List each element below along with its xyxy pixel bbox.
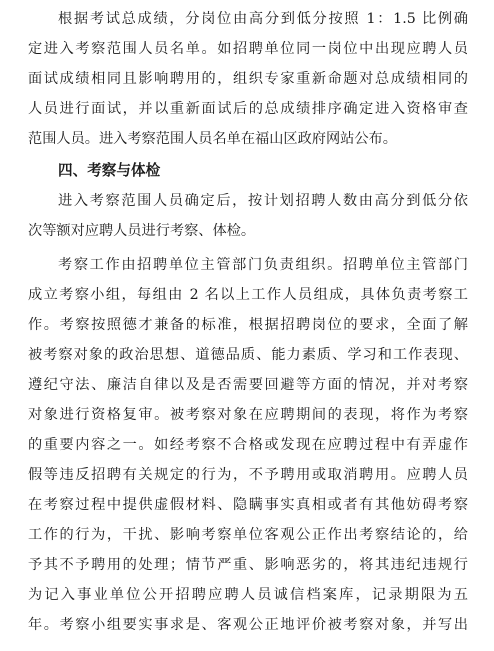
paragraph-3-line-13: 年。考察小组要实事求是、客观公正地评价被考察对象，并写出	[28, 617, 468, 633]
paragraph-3-line-9: 在考察过程中提供虚假材料、隐瞒事实真相或者有其他妨碍考察	[28, 497, 468, 513]
paragraph-3-line-2: 成立考察小组，每组由 2 名以上工作人员组成，具体负责考察工	[28, 287, 468, 303]
paragraph-1-line-3: 面试成绩相同且影响聘用的，组织专家重新命题对总成绩相同的	[28, 71, 468, 87]
section-heading: 四、考察与体检	[58, 162, 161, 179]
paragraph-3-line-8: 假等违反招聘有关规定的行为，不予聘用或取消聘用。应聘人员	[28, 467, 468, 483]
paragraph-3-line-4: 被考察对象的政治思想、道德品质、能力素质、学习和工作表现、	[28, 347, 468, 363]
paragraph-3-line-6: 对象进行资格复审。被考察对象在应聘期间的表现，将作为考察	[28, 407, 468, 423]
paragraph-1-line-4: 人员进行面试，并以重新面试后的总成绩排序确定进入资格审查	[28, 101, 468, 117]
paragraph-3-line-12: 为记入事业单位公开招聘应聘人员诚信档案库，记录期限为五	[28, 587, 468, 603]
paragraph-3-line-5: 遵纪守法、廉洁自律以及是否需要回避等方面的情况，并对考察	[28, 377, 468, 393]
paragraph-1-line-1: 根据考试总成绩，分岗位由高分到低分按照 1：1.5 比例确	[58, 11, 468, 27]
paragraph-3-line-3: 作。考察按照德才兼备的标准，根据招聘岗位的要求，全面了解	[28, 317, 468, 333]
paragraph-3-line-10: 工作的行为，干扰、影响考察单位客观公正作出考察结论的，给	[28, 527, 468, 543]
paragraph-1-line-5: 范围人员。进入考察范围人员名单在福山区政府网站公布。	[28, 131, 397, 147]
paragraph-3-line-1: 考察工作由招聘单位主管部门负责组织。招聘单位主管部门	[58, 257, 468, 273]
paragraph-3-line-7: 的重要内容之一。如经考察不合格或发现在应聘过程中有弄虚作	[28, 437, 468, 453]
paragraph-2-line-2: 次等额对应聘人员进行考察、体检。	[28, 223, 256, 239]
paragraph-1-line-2: 定进入考察范围人员名单。如招聘单位同一岗位中出现应聘人员	[28, 41, 468, 57]
paragraph-3-line-11: 予其不予聘用的处理；情节严重、影响恶劣的，将其违纪违规行	[28, 557, 468, 573]
paragraph-2-line-1: 进入考察范围人员确定后，按计划招聘人数由高分到低分依	[58, 193, 468, 209]
